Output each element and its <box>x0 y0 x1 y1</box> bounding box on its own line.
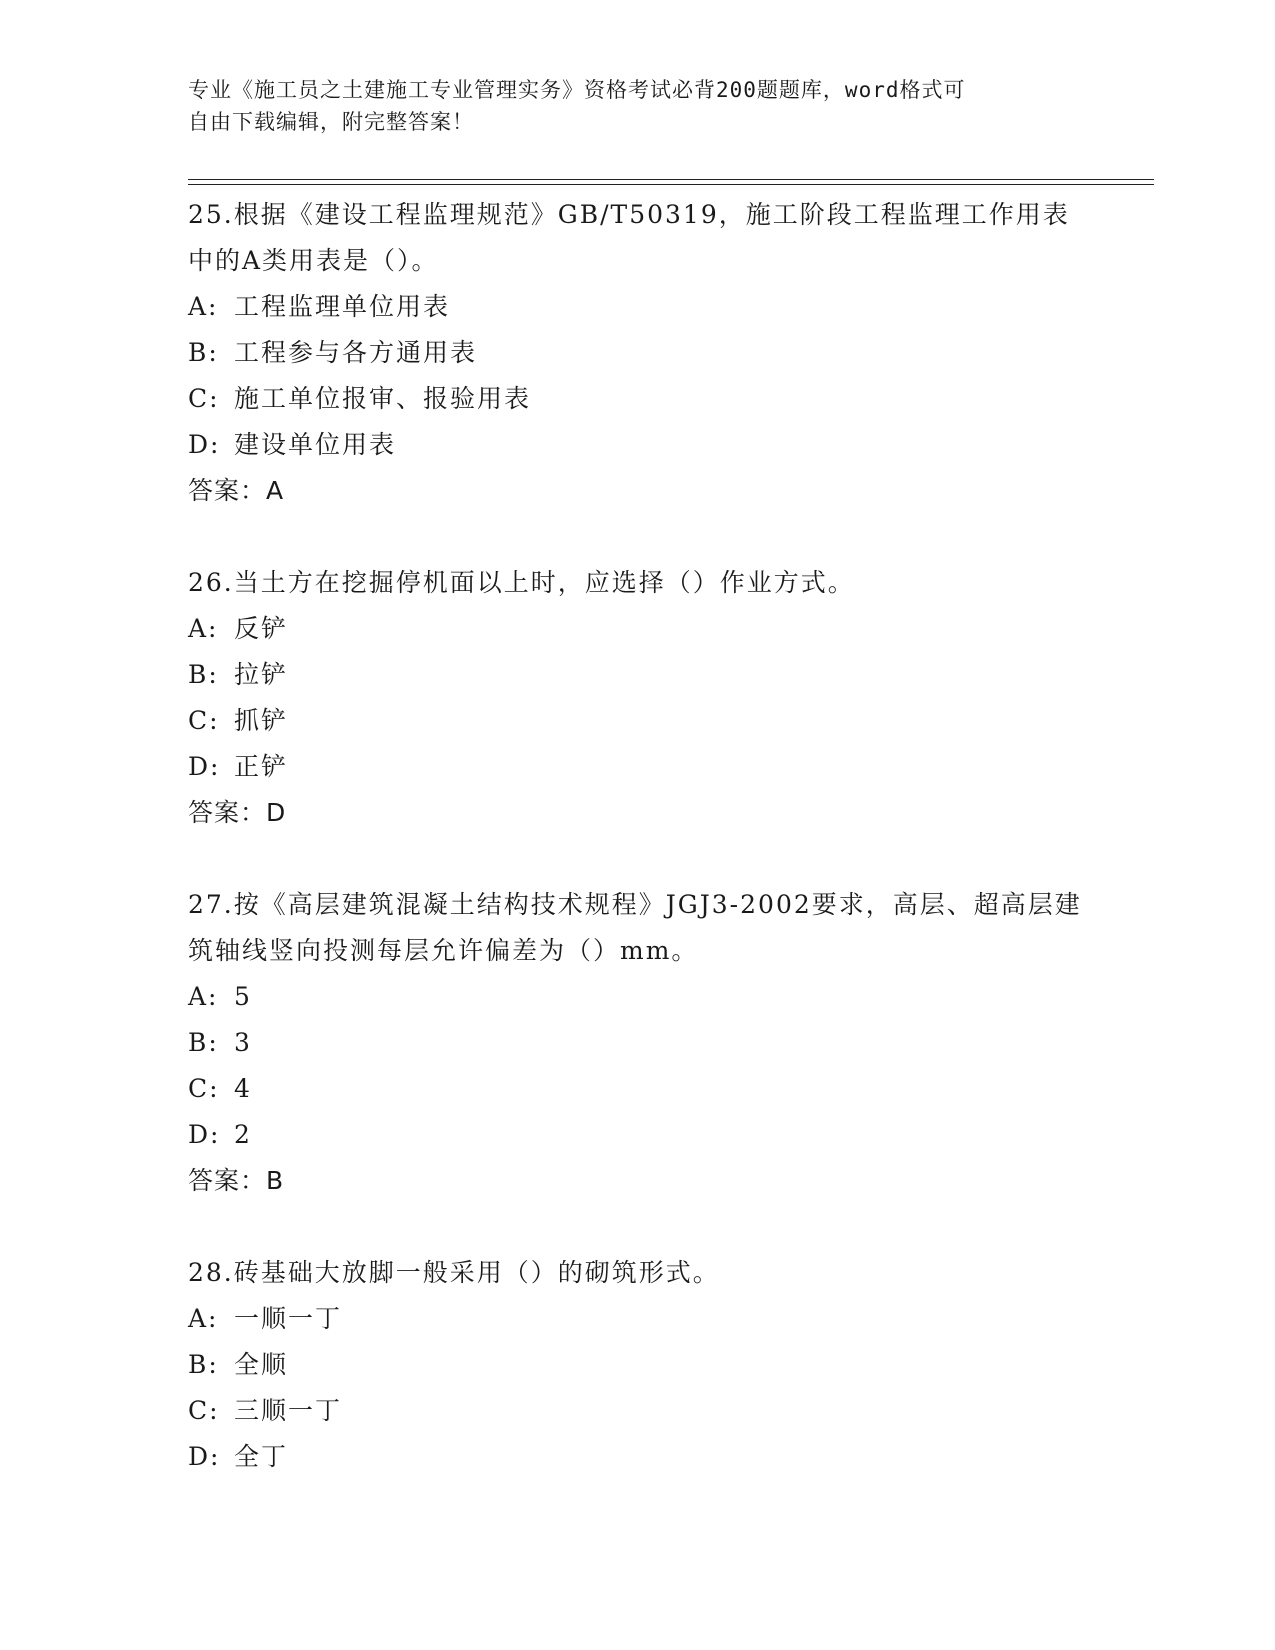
option-text: 施工单位报审、报验用表 <box>234 384 532 413</box>
option-d <box>188 422 1088 468</box>
option-text: 3 <box>234 1028 252 1057</box>
option-text: 2 <box>234 1120 252 1149</box>
option-d <box>188 744 1088 790</box>
option-b <box>188 652 1088 698</box>
option-c <box>188 376 1088 422</box>
option-c <box>188 1388 1088 1434</box>
answer-label: 答案：D <box>188 798 287 827</box>
option-d <box>188 1434 1088 1480</box>
option-a <box>188 606 1088 652</box>
option-b <box>188 1020 1088 1066</box>
option-text: 反铲 <box>234 614 289 643</box>
question-26 <box>188 560 1088 836</box>
option-letter: A: <box>188 292 219 321</box>
option-text: 5 <box>234 982 252 1011</box>
header-divider-bottom <box>188 184 1154 185</box>
question-27 <box>188 882 1088 1204</box>
header-divider-top <box>188 179 1154 180</box>
option-text: 工程监理单位用表 <box>234 292 451 321</box>
option-text: 拉铲 <box>234 660 289 689</box>
option-b <box>188 330 1088 376</box>
option-letter: D: <box>188 430 221 459</box>
option-text: 全丁 <box>234 1442 289 1471</box>
option-letter: C: <box>188 384 220 413</box>
option-a <box>188 974 1088 1020</box>
option-text: 一顺一丁 <box>234 1304 343 1333</box>
option-c <box>188 698 1088 744</box>
question-25 <box>188 192 1088 514</box>
option-letter: D: <box>188 1442 221 1471</box>
question-text: 28.砖基础大放脚一般采用（）的砌筑形式。 <box>188 1258 720 1287</box>
option-c <box>188 1066 1088 1112</box>
option-letter: B: <box>188 1028 219 1057</box>
document-header <box>188 74 1068 138</box>
question-28 <box>188 1250 1088 1480</box>
option-text: 正铲 <box>234 752 289 781</box>
question-text: 25.根据《建设工程监理规范》GB/T50319，施工阶段工程监理工作用表中的A类用表是（）。 <box>188 200 1070 275</box>
question-text: 27.按《高层建筑混凝土结构技术规程》JGJ3-2002要求，高层、超高层建筑轴线竖向投测每层允许偏差为（）mm。 <box>188 890 1082 965</box>
option-text: 抓铲 <box>234 706 289 735</box>
question-text: 26.当土方在挖掘停机面以上时，应选择（）作业方式。 <box>188 568 855 597</box>
option-a <box>188 1296 1088 1342</box>
option-letter: A: <box>188 1304 219 1333</box>
option-b <box>188 1342 1088 1388</box>
option-letter: D: <box>188 752 221 781</box>
answer-label: 答案：B <box>188 1166 285 1195</box>
option-letter: A: <box>188 614 219 643</box>
header-line-2: 自由下载编辑，附完整答案！ <box>188 110 474 134</box>
option-letter: C: <box>188 706 220 735</box>
option-text: 建设单位用表 <box>234 430 397 459</box>
option-a <box>188 284 1088 330</box>
option-text: 全顺 <box>234 1350 289 1379</box>
option-d <box>188 1112 1088 1158</box>
option-letter: B: <box>188 338 219 367</box>
header-line-1: 专业《施工员之土建施工专业管理实务》资格考试必背200题题库，word格式可 <box>188 78 966 102</box>
question-list <box>188 192 1088 1526</box>
option-letter: B: <box>188 660 219 689</box>
option-text: 4 <box>234 1074 252 1103</box>
option-text: 工程参与各方通用表 <box>234 338 478 367</box>
option-letter: C: <box>188 1074 220 1103</box>
option-letter: D: <box>188 1120 221 1149</box>
option-text: 三顺一丁 <box>234 1396 343 1425</box>
answer-label: 答案：A <box>188 476 285 505</box>
option-letter: C: <box>188 1396 220 1425</box>
option-letter: B: <box>188 1350 219 1379</box>
option-letter: A: <box>188 982 219 1011</box>
